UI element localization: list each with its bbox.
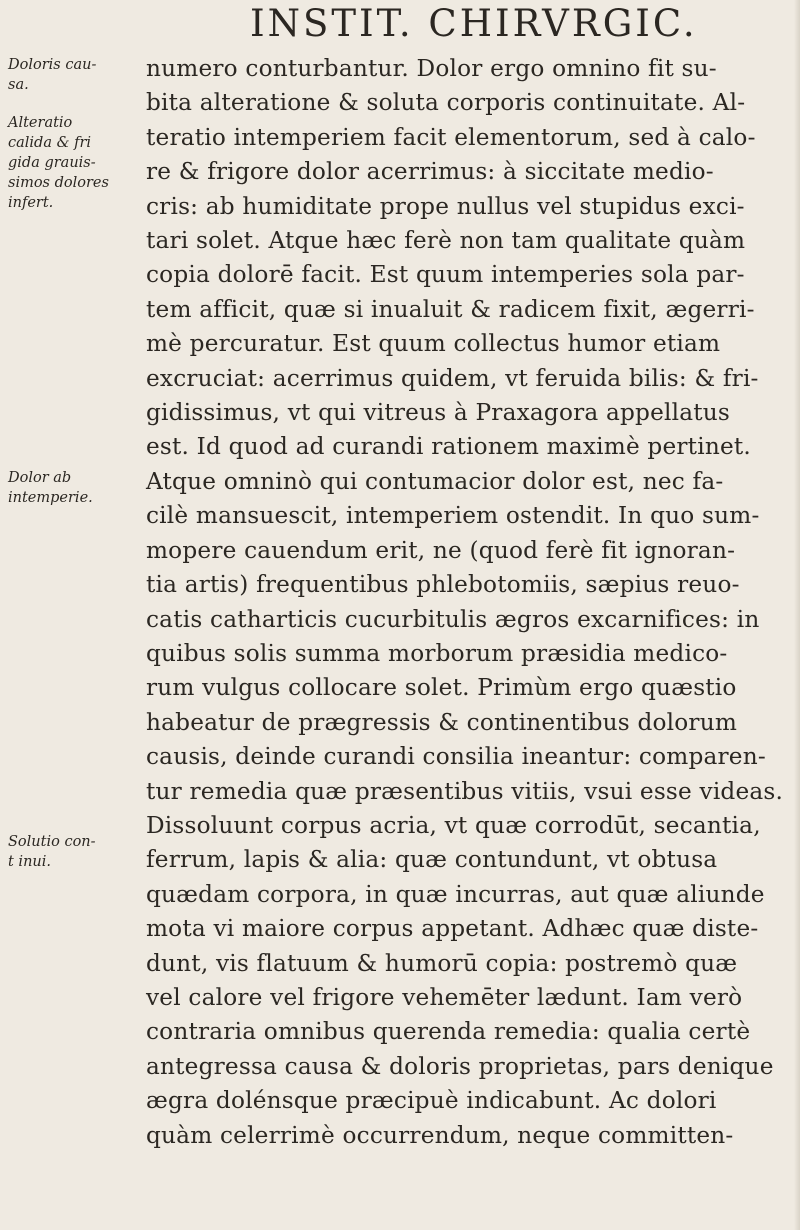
margin-note-doloris-causa [8, 55, 138, 95]
text-line: mè percuratur. Est quum collectus humor etiam [146, 330, 721, 358]
text-line: ferrum, lapis & alia: quæ contundunt, vt obtusa [146, 846, 718, 874]
text-line: catis catharticis cucurbitulis ægros excarnifices: in [146, 605, 760, 633]
text-line: bita alteratione & soluta corporis continuitate. Al- [146, 89, 746, 117]
text-line: quibus solis summa morborum præsidia medico- [146, 639, 728, 667]
margin-note-alteratio [8, 113, 138, 213]
text-line: quædam corpora, in quæ incurras, aut quæ aliunde [146, 880, 765, 908]
text-line: teratio intemperiem facit elementorum, sed à calo- [146, 123, 756, 151]
text-line: copia dolorē facit. Est quum intemperies sola par- [146, 261, 745, 289]
text-line: antegressa causa & doloris proprietas, pars denique [146, 1052, 774, 1080]
margin-note-line: simos dolores [8, 175, 109, 191]
margin-note-line: calida & fri [8, 135, 92, 151]
margin-note-line: Dolor ab [8, 470, 72, 486]
text-line: mopere cauendum erit, ne (quod ferè fit ignoran- [146, 536, 736, 564]
margin-note-dolor-ab-intemperie [8, 468, 138, 508]
text-line: quàm celerrimè occurrendum, neque committen- [146, 1121, 734, 1149]
text-line: ægra dolénsque præcipuè indicabunt. Ac dolori [146, 1087, 717, 1115]
text-line: tari solet. Atque hæc ferè non tam qualitate quàm [146, 227, 746, 255]
text-line: vel calore vel frigore vehemēter lædunt. Iam verò [146, 983, 743, 1011]
margin-note-line: gida grauis- [8, 155, 96, 171]
running-head: INSTIT. CHIRVRGIC. [250, 2, 698, 45]
text-line: tur remedia quæ præsentibus vitiis, vsui esse videas. [146, 777, 784, 805]
margin-note-line: Alteratio [8, 115, 73, 131]
text-line: causis, deinde curandi consilia ineantur: comparen- [146, 743, 766, 771]
text-line: tem afficit, quæ si inualuit & radicem fixit, ægerri- [146, 295, 755, 323]
margin-note-line: Solutio con- [8, 834, 96, 850]
text-line: tia artis) frequentibus phlebotomiis, sæpius reuo- [146, 571, 740, 599]
text-line: cris: ab humiditate prope nullus vel stupidus exci- [146, 192, 745, 220]
text-line: Atque omninò qui contumacior dolor est, nec fa- [146, 467, 724, 495]
margin-note-line: intemperie. [8, 490, 93, 506]
text-line: gidissimus, vt qui vitreus à Praxagora appellatus [146, 399, 731, 427]
text-line: cilè mansuescit, intemperiem ostendit. In quo sum- [146, 502, 760, 530]
text-line: rum vulgus collocare solet. Primùm ergo quæstio [146, 674, 737, 702]
text-line: excruciat: acerrimus quidem, vt feruida bilis: & fri- [146, 364, 759, 392]
text-line: est. Id quod ad curandi rationem maximè pertinet. [146, 433, 751, 461]
margin-note-line: sa. [8, 77, 29, 93]
text-line: numero conturbantur. Dolor ergo omnino fit su- [146, 55, 717, 82]
body-text [146, 52, 794, 1153]
margin-note-line: t inui. [8, 854, 51, 870]
margin-note-line: Doloris cau- [8, 57, 97, 73]
text-line: mota vi maiore corpus appetant. Adhæc quæ diste- [146, 915, 759, 943]
text-line: contraria omnibus querenda remedia: qualia certè [146, 1018, 751, 1046]
text-line: re & frigore dolor acerrimus: à siccitate medio- [146, 158, 714, 186]
margin-note-line: infert. [8, 195, 54, 211]
page-edge [794, 0, 800, 1230]
text-line: dunt, vis flatuum & humorū copia: postremò quæ [146, 949, 738, 977]
text-line: Dissoluunt corpus acria, vt quæ corrodūt, secantia, [146, 811, 761, 839]
margin-note-solutio-continui [8, 832, 138, 872]
text-line: habeatur de prægressis & continentibus dolorum [146, 708, 738, 736]
